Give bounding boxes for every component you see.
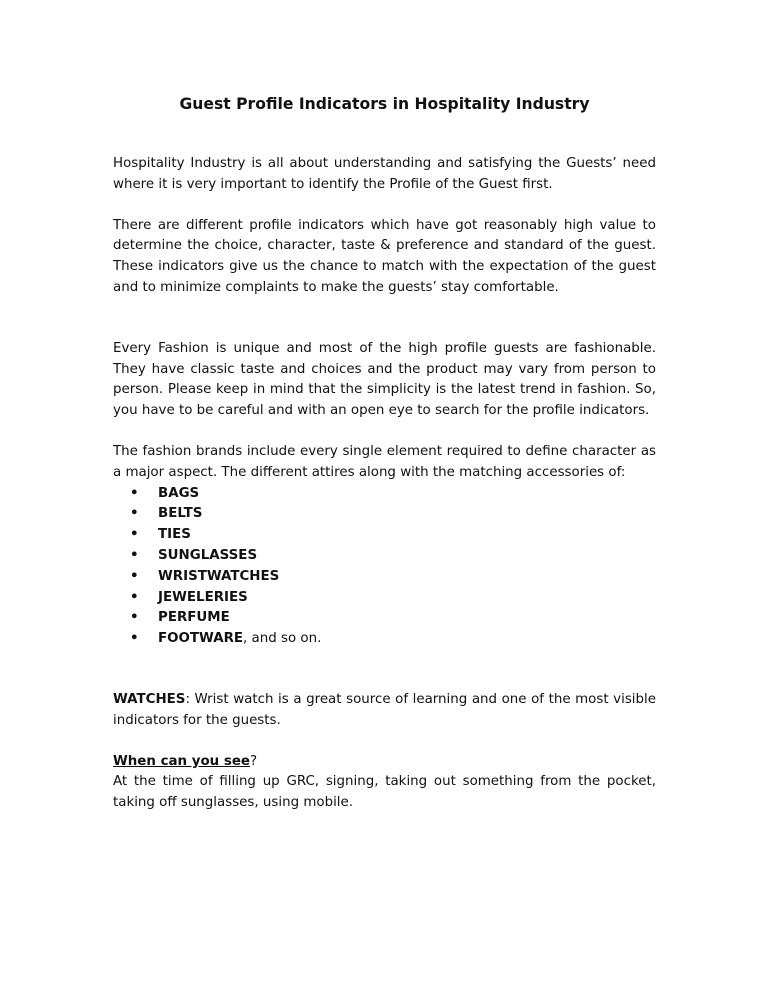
list-item-label: SUNGLASSES: [158, 547, 258, 563]
list-item-label: WRISTWATCHES: [158, 568, 280, 584]
list-item: [130, 525, 656, 546]
list-item: [130, 567, 656, 588]
watches-text: : Wrist watch is a great source of learning and one of the most visible indicators for the guests.: [113, 691, 656, 728]
list-item-label: FOOTWARE: [158, 631, 244, 647]
when-see-heading-text: When can you see: [113, 753, 251, 769]
list-item: [130, 608, 656, 629]
profile-indicators-paragraph: There are different profile indicators which have got reasonably high value to determine the choice, character, taste & preference and standard of the guest. These indicators give us the chance to match with the expectation of the guest and to minimize complaints to make the guests’ stay comfortable.: [113, 217, 656, 295]
fashion-brands-paragraph: The fashion brands include every single element required to define character as a major aspect. The different attires along with the matching accessories of:: [113, 443, 656, 480]
list-item-label: JEWELERIES: [158, 589, 248, 605]
fashion-paragraph: Every Fashion is unique and most of the high profile guests are fashionable. They have classic taste and choices and the product may vary from person to person. Please keep in mind that the simplicity is the latest trend in fashion. So, you have to be careful and with an open eye to search for the profile indicators.: [113, 340, 656, 419]
list-item-label: BAGS: [158, 485, 200, 501]
when-see-heading: [113, 752, 656, 773]
when-see-heading-suffix: ?: [250, 753, 258, 769]
accessories-list: [113, 484, 656, 650]
list-item: [130, 629, 656, 650]
list-item: [130, 588, 656, 609]
document-page: [113, 92, 656, 814]
bullet-icon: •: [130, 527, 139, 543]
list-item: [130, 504, 656, 525]
bullet-icon: •: [130, 506, 139, 522]
intro-paragraph: Hospitality Industry is all about understanding and satisfying the Guests’ need where it is very important to identify the Profile of the Guest first.: [113, 156, 656, 192]
watches-paragraph: [113, 690, 656, 732]
list-item-label: PERFUME: [158, 610, 230, 626]
bullet-icon: •: [130, 547, 139, 563]
document-title: Guest Profile Indicators in Hospitality Industry: [179, 95, 590, 113]
bullet-icon: •: [130, 631, 139, 647]
list-item-label: TIES: [158, 527, 191, 543]
watches-label: WATCHES: [113, 691, 186, 707]
bullet-icon: •: [130, 610, 139, 626]
bullet-icon: •: [130, 568, 139, 584]
list-item-suffix: , and so on.: [243, 631, 322, 647]
bullet-icon: •: [130, 589, 139, 605]
list-item: [130, 484, 656, 505]
list-item: [130, 546, 656, 567]
when-see-paragraph: At the time of filling up GRC, signing, taking out something from the pocket, taking off sunglasses, using mobile.: [113, 774, 656, 811]
bullet-icon: •: [130, 485, 139, 501]
list-item-label: BELTS: [158, 506, 203, 522]
